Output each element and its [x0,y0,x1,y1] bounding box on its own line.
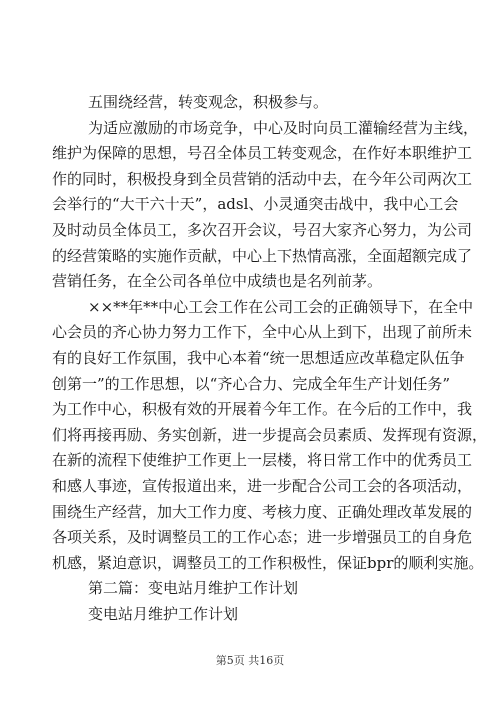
paragraph-1-line: 维护为保障的思想，号召全体员工转变观念，在作好本职维护工 [52,144,473,163]
paragraph-2-line: 为工作中心，积极有效的开展着今年工作。在今后的工作中，我 [52,400,473,419]
section-heading: 五围绕经营，转变观念，积极参与。 [88,93,329,111]
paragraph-1-line: 营销任务，在全公司各单位中成绩也是名列前茅。 [52,272,383,291]
paragraph-2-line: 和感人事迹，宣传报道出来，进一步配合公司工会的各项活动， [52,476,473,495]
chapter-subheading: 变电站月维护工作计划 [88,604,239,623]
paragraph-2-line: 围绕生产经营，加大工作力度、考核力度、正确处理改革发展的 [52,502,473,521]
paragraph-1-line: 的经营策略的实施作贡献，中心上下热情高涨，全面超额完成了 [52,246,473,265]
chapter-heading: 第二篇：变电站月维护工作计划 [88,579,299,598]
paragraph-2-line: 有的良好工作氛围，我中心本着“统一思想适应改革稳定队伍争 [52,348,465,367]
paragraph-2-line: 心会员的齐心协力努力工作下，全中心从上到下，出现了前所未 [52,323,473,342]
paragraph-1-line: 作的同时，积极投身到全员营销的活动中去，在今年公司两次工 [52,169,473,188]
paragraph-2-line: 在新的流程下使维护工作更上一层楼，将日常工作中的优秀员工 [52,451,473,470]
paragraph-1-line: 为适应激励的市场竞争，中心及时向员工灌输经营为主线， [88,118,479,137]
page-number-footer: 第5页 共16页 [215,654,285,667]
paragraph-2-line: ××**年**中心工会工作在公司工会的正确领导下，在全中 [88,297,474,316]
paragraph-2-line: 机感，紧迫意识，调整员工的工作积极性，保证bpr的顺利实施。 [52,553,484,572]
paragraph-1-line: 及时动员全体员工，多次召开会议，号召大家齐心努力，为公司 [52,220,473,239]
paragraph-1-line: 会举行的“大干六十天”，adsl、小灵通突击战中，我中心工会 [52,195,459,214]
paragraph-2-line: 们将再接再励、务实创新，进一步提高会员素质、发挥现有资源， [52,425,488,444]
paragraph-2-line: 创第一”的工作思想，以“齐心合力、完成全年生产计划任务” [52,374,451,393]
paragraph-2-line: 各项关系，及时调整员工的工作心态；进一步增强员工的自身危 [52,528,473,547]
document-body [52,90,488,627]
